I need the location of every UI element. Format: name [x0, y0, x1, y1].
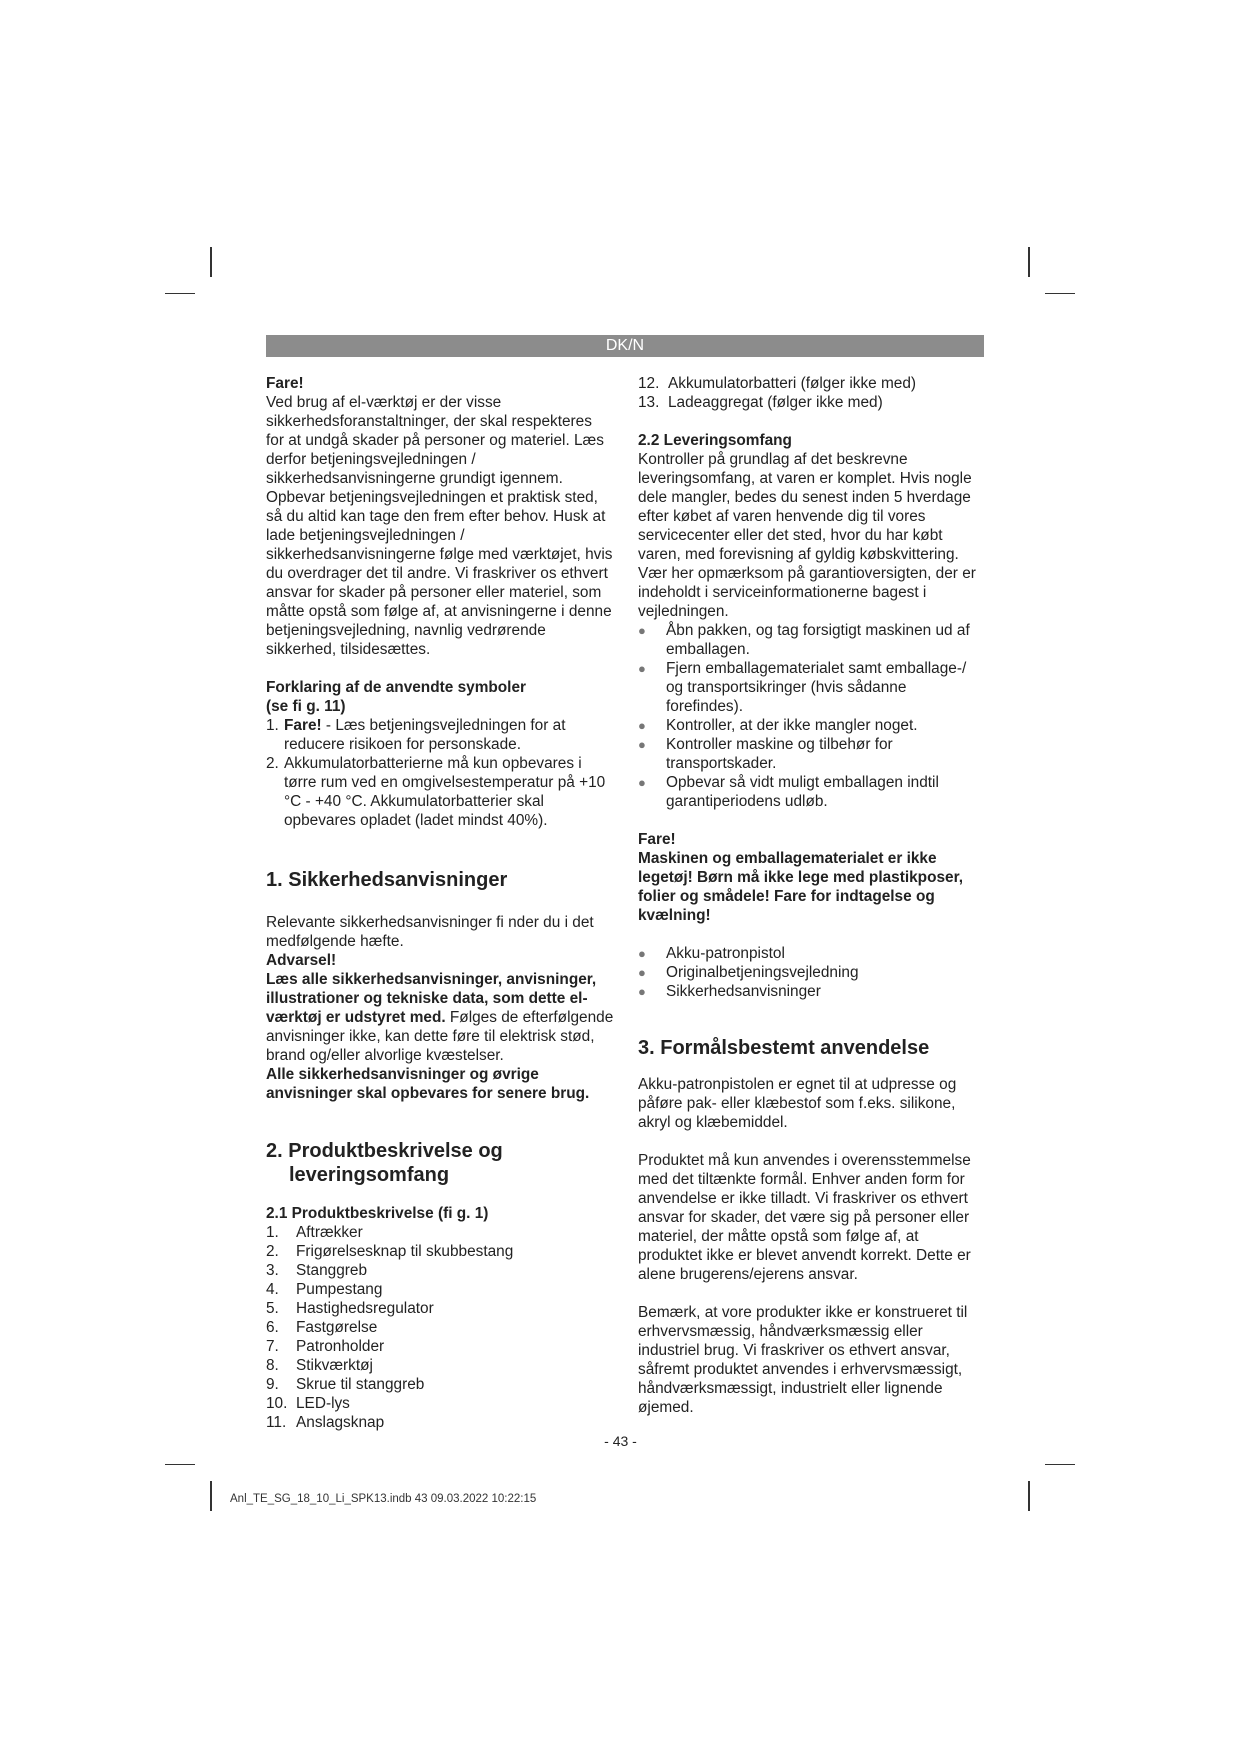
- crop-mark: [1028, 247, 1030, 277]
- bullet-icon: ●: [638, 984, 646, 999]
- section-3-paragraph: Akku-patronpistolen er egnet til at udpresse og påføre pak- eller klæbestof som f.eks. silikone, akryl og klæbemiddel.: [638, 1076, 957, 1131]
- page-number: - 43 -: [604, 1433, 637, 1449]
- bullet-icon: ●: [638, 737, 646, 752]
- contents-item: ● Sikkerhedsanvisninger: [638, 983, 821, 1000]
- part-list-item: 3. Stanggreb: [266, 1262, 368, 1279]
- section-2-heading: 2. Produktbeskrivelse og: [266, 1140, 503, 1162]
- symbols-title: Forklaring af de anvendte symboler: [266, 679, 527, 696]
- crop-mark: [210, 247, 212, 277]
- parts-list-continued: [638, 374, 984, 412]
- part-list-item: 6. Fastgørelse: [266, 1319, 378, 1336]
- part-list-item: 13. Ladeaggregat (følger ikke med): [638, 394, 883, 411]
- delivery-step-item: ● Opbevar så vidt muligt emballagen indtil garantiperiodens udløb.: [638, 774, 939, 810]
- warning-title: Advarsel!: [266, 952, 337, 969]
- section-2-2-heading: 2.2 Leveringsomfang: [638, 432, 792, 449]
- part-list-item: 4. Pumpestang: [266, 1281, 383, 1298]
- crop-mark: [1045, 293, 1075, 294]
- crop-mark: [1045, 1464, 1075, 1465]
- warning-keep-text: Alle sikkerhedsanvisninger og øvrige anvisninger skal opbevares for senere brug.: [266, 1066, 590, 1102]
- contents-item: ● Akku-patronpistol: [638, 945, 785, 962]
- symbol-item: 2. Akkumulatorbatterierne må kun opbevares i tørre rum ved en omgivelsestemperatur på +10 °C - +40 °C. Akkumulatorbatterier skal opbevares opladet (ladet mindst 40%).: [266, 755, 606, 829]
- delivery-step-item: ● Kontroller, at der ikke mangler noget.: [638, 717, 918, 734]
- parts-list: [266, 1223, 614, 1432]
- bullet-icon: ●: [638, 946, 646, 961]
- symbol-item: 1. Fare! - Læs betjeningsvejledningen for at reducere risikoen for personskade.: [266, 717, 566, 753]
- delivery-steps-list: [638, 621, 984, 811]
- language-header-bar: [266, 335, 984, 357]
- delivery-step-item: ● Kontroller maskine og tilbehør for transportskader.: [638, 736, 893, 772]
- section-2-2-text: Kontroller på grundlag af det beskrevne leveringsomfang, at varen er komplet. Hvis nogle dele mangler, bedes du senest inden 5 hverdage efter købet af varen henvende dig til vores servicecenter eller det sted, hvor du har købt varen, med forevisning af gyldig købskvittering. Vær her opmærksom på garantioversigten, der er indeholdt i serviceinformationerne bagest i vejledningen.: [638, 451, 976, 620]
- language-label: DK/N: [605, 337, 645, 354]
- section-2-heading-cont: leveringsomfang: [289, 1164, 450, 1186]
- danger-text: Ved brug af el-værktøj er der visse sikkerhedsforanstaltninger, der skal respekteres for at undgå skader på personer og materiel. Læs derfor betjeningsvejledningen / sikkerhedsanvisningerne grundigt igennem. Opbevar betjeningsvejledningen et praktisk sted, så du altid kan tage den frem efter behov. Husk at lade betjeningsvejledningen / sikkerhedsanvisningerne følge med værktøjet, hvis du overdrager det til andre. Vi fraskriver os ethvert ansvar for skader på personer eller materiel, som måtte opstå som følge af, at anvisningerne i denne betjeningsvejledning, navnlig vedrørende sikkerhed, tilsidesættes.: [266, 394, 613, 658]
- delivery-step-item: ● Fjern emballagematerialet samt emballage-/ og transportsikringer (hvis sådanne forefindes).: [638, 660, 967, 715]
- crop-mark: [165, 1464, 195, 1465]
- part-list-item: 1. Aftrækker: [266, 1224, 363, 1241]
- part-list-item: 5. Hastighedsregulator: [266, 1300, 434, 1317]
- part-list-item: 7. Patronholder: [266, 1338, 385, 1355]
- part-list-item: 9. Skrue til stanggreb: [266, 1376, 425, 1393]
- section-3-paragraph: Bemærk, at vore produkter ikke er konstrueret til erhvervsmæssig, håndværksmæssig eller industriel brug. Vi fraskriver os ethvert ansvar, såfremt produktet anvendes i erhvervsmæssigt, håndværksmæssigt, industrielt eller lignende øjemed.: [638, 1304, 968, 1416]
- contents-list: [638, 944, 984, 1001]
- section-3-paragraph: Produktet må kun anvendes i overensstemmelse med det tiltænkte formål. Enhver anden form for anvendelse er ikke tilladt. Vi fraskriver os ethvert ansvar for skader, det være sig på personer eller materiel, der måtte opstå som følge af, at produktet ikke er blevet anvendt korrekt. Dette er alene brugerens/ejerens ansvar.: [638, 1152, 971, 1283]
- crop-mark: [210, 1481, 212, 1511]
- danger-text: Maskinen og emballagematerialet er ikke legetøj! Børn må ikke lege med plastikposer, folier og smådele! Fare for indtagelse og kvælning!: [638, 850, 964, 924]
- delivery-step-item: ● Åbn pakken, og tag forsigtigt maskinen ud af emballagen.: [638, 622, 970, 658]
- left-column: [266, 374, 614, 1432]
- section-1-text: Relevante sikkerhedsanvisninger fi nder du i det medfølgende hæfte.: [266, 914, 594, 950]
- bullet-icon: ●: [638, 718, 646, 733]
- section-1-heading: 1. Sikkerhedsanvisninger: [266, 869, 508, 891]
- part-list-item: 11. Anslagsknap: [266, 1414, 385, 1431]
- bullet-icon: ●: [638, 623, 646, 638]
- symbols-title-ref: (se fi g. 11): [266, 698, 346, 715]
- print-imprint: Anl_TE_SG_18_10_Li_SPK13.indb 43 09.03.2022 10:22:15: [230, 1493, 537, 1505]
- crop-mark: [1028, 1481, 1030, 1511]
- section-3-heading: 3. Formålsbestemt anvendelse: [638, 1037, 930, 1059]
- bullet-icon: ●: [638, 775, 646, 790]
- bullet-icon: ●: [638, 661, 646, 676]
- part-list-item: 12. Akkumulatorbatteri (følger ikke med): [638, 375, 917, 392]
- bullet-icon: ●: [638, 965, 646, 980]
- part-list-item: 10. LED-lys: [266, 1395, 350, 1412]
- danger-title: Fare!: [266, 375, 304, 392]
- right-column: [638, 374, 984, 1417]
- section-2-1-heading: 2.1 Produktbeskrivelse (fi g. 1): [266, 1205, 489, 1222]
- danger-title: Fare!: [638, 831, 676, 848]
- contents-item: ● Originalbetjeningsvejledning: [638, 964, 859, 981]
- part-list-item: 2. Frigørelsesknap til skubbestang: [266, 1243, 514, 1260]
- crop-mark: [165, 293, 195, 294]
- warning-text: Læs alle sikkerhedsanvisninger, anvisninger, illustrationer og tekniske data, som dette el-værktøj er udstyret med. Følges de efterfølgende anvisninger ikke, kan dette føre til elektrisk stød, brand og/eller alvorlige kvæstelser.: [266, 971, 614, 1064]
- part-list-item: 8. Stikværktøj: [266, 1357, 373, 1374]
